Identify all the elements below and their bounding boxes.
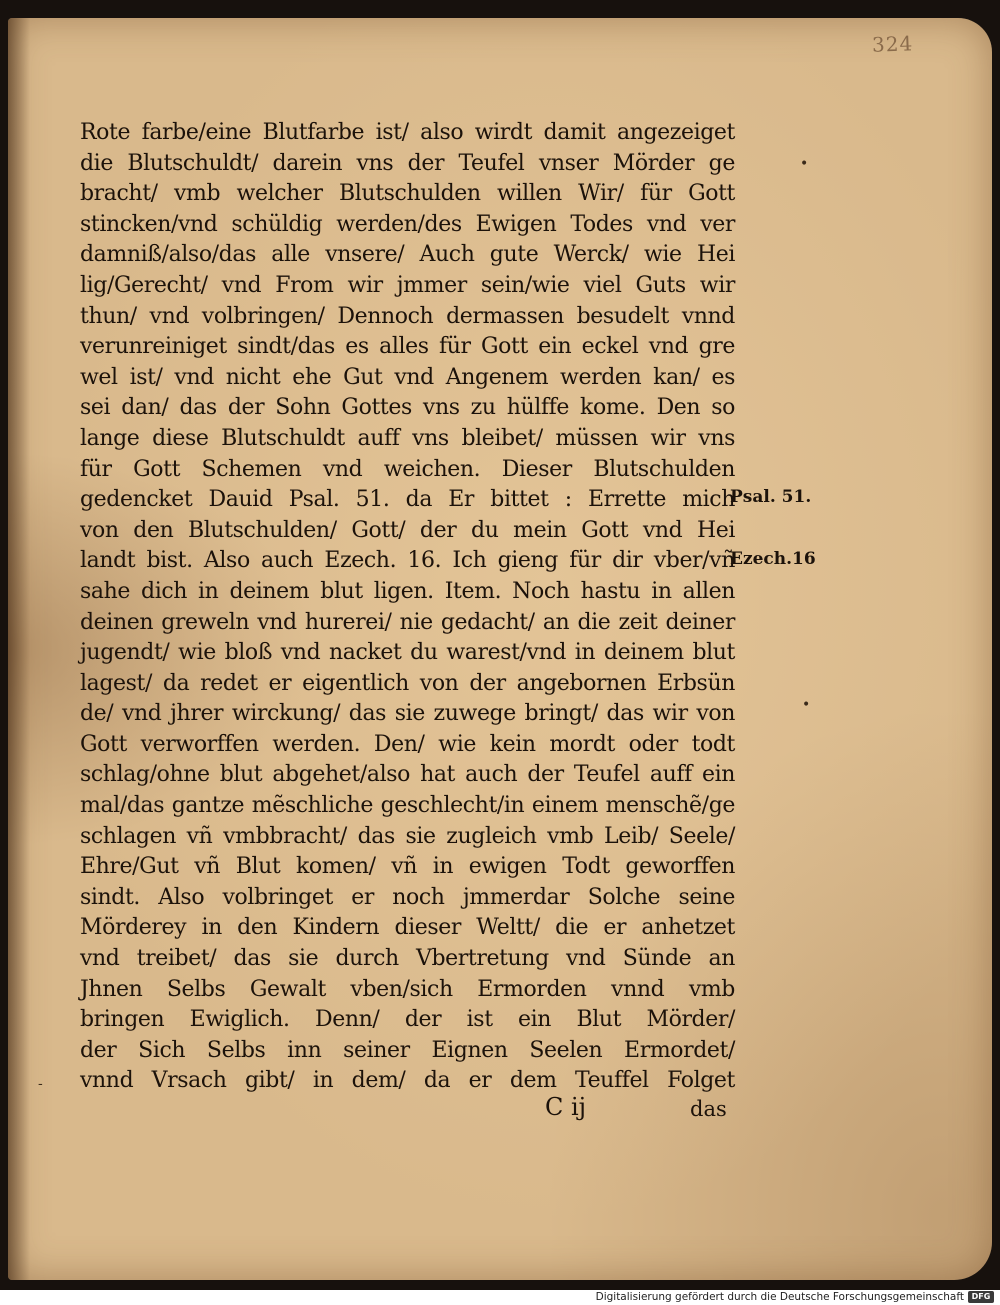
text-line: thun/ vnd volbringen/ Dennoch dermassen besudelt vnnd: [80, 303, 735, 329]
text-line: schlag/ohne blut abgehet/also hat auch der Teufel auff ein: [80, 762, 735, 788]
text-line: für Gott Schemen vnd weichen. Dieser Blutschulden: [80, 456, 735, 482]
margin-note-ezechiel: Ezech.16: [730, 549, 816, 569]
text-line: schlagen vñ vmbbracht/ das sie zugleich vmb Leib/ Seele/: [80, 823, 735, 849]
text-line: wel ist/ vnd nicht ehe Gut vnd Angenem werden kan/ es: [80, 364, 735, 390]
catchword: das: [690, 1097, 727, 1121]
text-line: lig/Gerecht/ vnd From wir jmmer sein/wie viel Guts wir: [80, 272, 735, 298]
text-line: lange diese Blutschuldt auff vns bleibet/ müssen wir vns: [80, 425, 735, 451]
signature-mark: C ij: [545, 1093, 587, 1121]
text-line: der Sich Selbs inn seiner Eignen Seelen Ermordet/: [80, 1037, 735, 1063]
ink-speck: -: [38, 1076, 43, 1092]
margin-note-psalm: Psal. 51.: [730, 487, 812, 507]
ink-speck: •: [802, 697, 811, 713]
body-text: [80, 118, 735, 1097]
text-line: deinen greweln vnd hurerei/ nie gedacht/ an die zeit deiner: [80, 609, 735, 635]
footer-credit: Digitalisierung gefördert durch die Deutsche Forschungsgemeinschaft: [595, 1291, 964, 1303]
text-line: gedencket Dauid Psal. 51. da Er bittet : Errette mich: [80, 487, 735, 513]
dfg-logo-icon: DFG: [968, 1291, 994, 1303]
text-line: Ehre/Gut vñ Blut komen/ vñ in ewigen Todt geworffen: [80, 854, 735, 880]
text-line: sahe dich in deinem blut ligen. Item. Noch hastu in allen: [80, 578, 735, 604]
text-line: sei dan/ das der Sohn Gottes vns zu hülffe kome. Den so: [80, 395, 735, 421]
text-line: bringen Ewiglich. Denn/ der ist ein Blut Mörder/: [80, 1007, 735, 1033]
text-line: vnd treibet/ das sie durch Vbertretung vnd Sünde an: [80, 946, 735, 972]
text-line: jugendt/ wie bloß vnd nacket du warest/vnd in deinem blut: [80, 640, 735, 666]
text-line: Rote farbe/eine Blutfarbe ist/ also wirdt damit angezeiget: [80, 120, 735, 145]
text-line: Jhnen Selbs Gewalt vben/sich Ermorden vnnd vmb: [80, 976, 735, 1002]
text-line: mal/das gantze mẽschliche geschlecht/in einem menschẽ/ge: [80, 793, 735, 819]
page-gutter-shadow: [8, 18, 30, 1280]
text-line: sindt. Also volbringet er noch jmmerdar Solche seine: [80, 884, 735, 910]
text-line: stincken/vnd schüldig werden/des Ewigen Todes vnd ver: [80, 211, 735, 237]
folio-number: 324: [871, 31, 914, 57]
ink-speck: •: [800, 156, 809, 172]
text-line: verunreiniget sindt/das es alles für Gott ein eckel vnd gre: [80, 334, 735, 360]
text-line: von den Blutschulden/ Gott/ der du mein Gott vnd Hei: [80, 517, 735, 543]
text-line: vnnd Vrsach gibt/ in dem/ da er dem Teuffel Folget: [80, 1068, 735, 1094]
text-line: Gott verworffen werden. Den/ wie kein mordt oder todt: [80, 731, 735, 757]
text-line: die Blutschuldt/ darein vns der Teufel vnser Mörder ge: [80, 150, 735, 176]
text-line: de/ vnd jhrer wirckung/ das sie zuwege bringt/ das wir von: [80, 701, 735, 727]
text-line: lagest/ da redet er eigentlich von der angebornen Erbsün: [80, 670, 735, 696]
text-line: bracht/ vmb welcher Blutschulden willen Wir/ für Gott: [80, 181, 735, 207]
text-line: Mörderey in den Kindern dieser Weltt/ die er anhetzet: [80, 915, 735, 941]
text-line: damniß/also/das alle vnsere/ Auch gute Werck/ wie Hei: [80, 242, 735, 268]
text-line: landt bist. Also auch Ezech. 16. Ich gieng für dir vber/vñ: [80, 548, 735, 574]
